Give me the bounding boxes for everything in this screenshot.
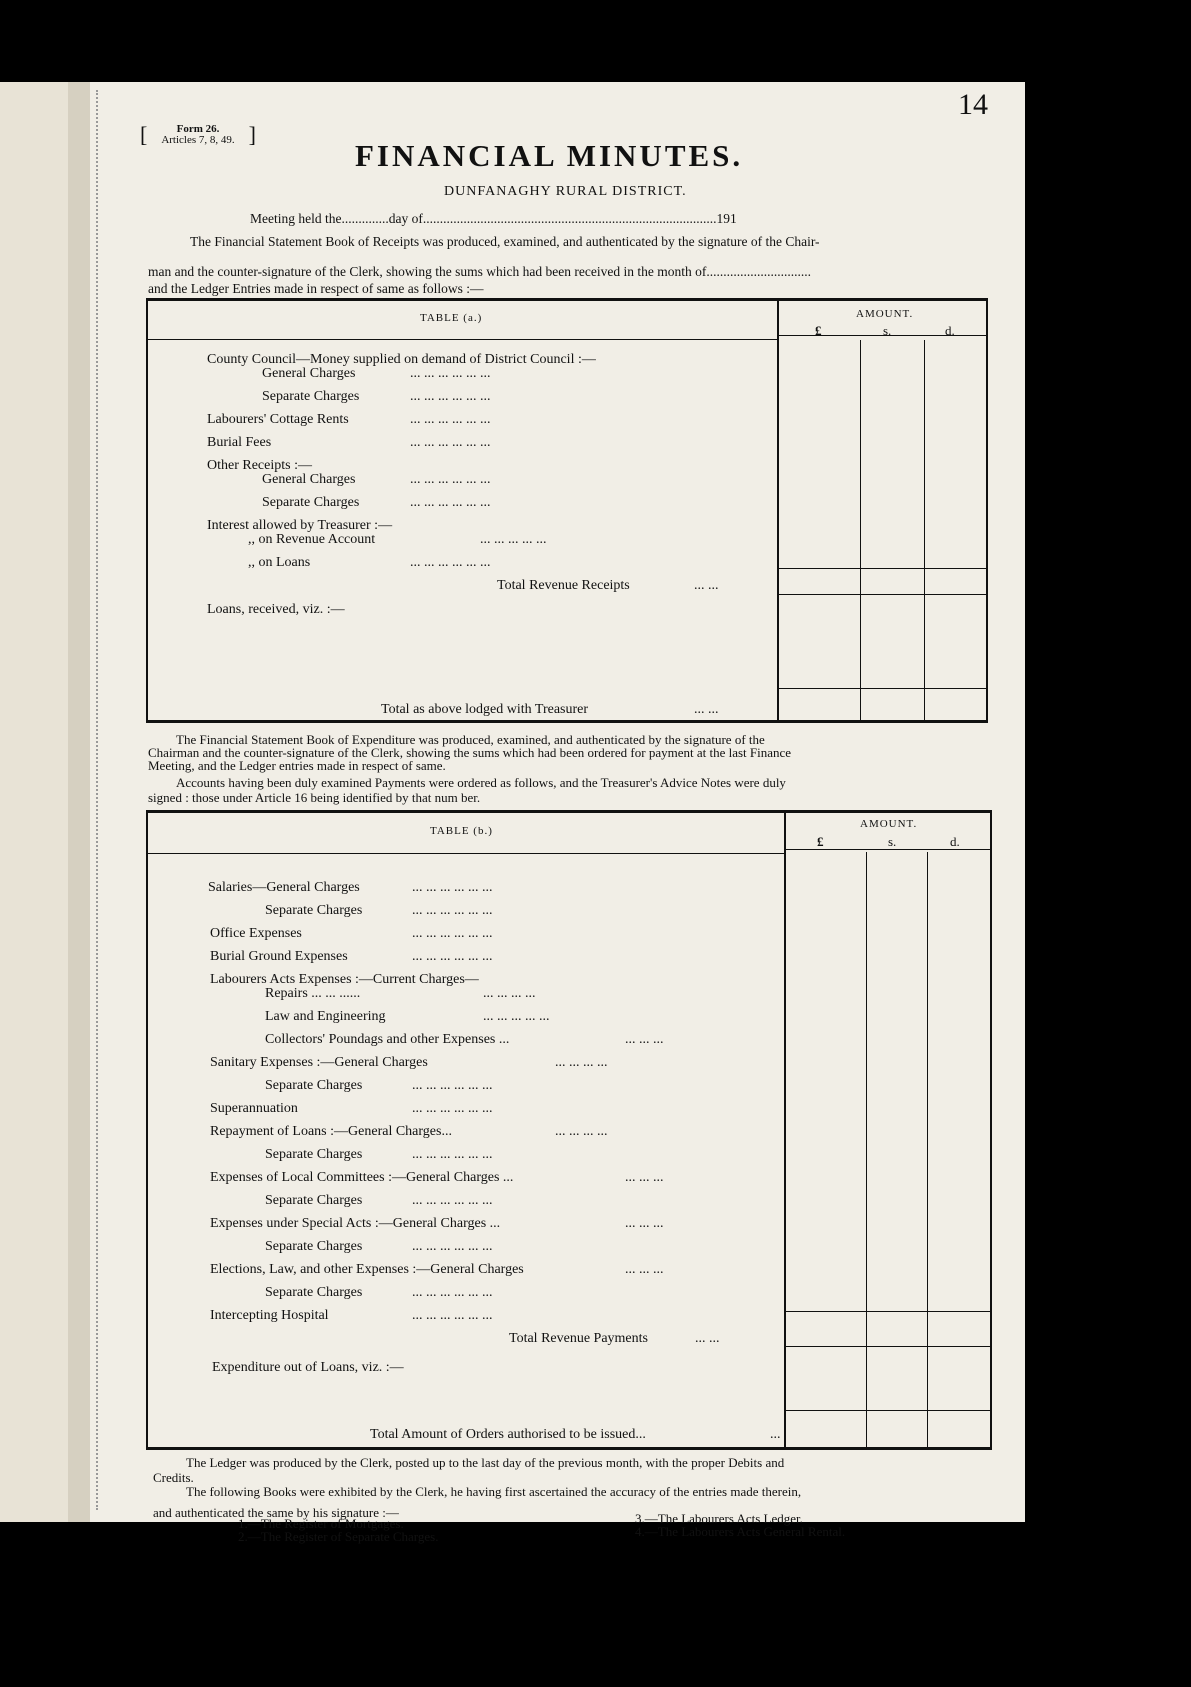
district-name: DUNFANAGHY RURAL DISTRICT.: [444, 184, 687, 199]
table-b-row-dots: ... ... ... ... ...: [483, 1009, 550, 1024]
table-b-row-dots: ... ... ... ... ... ...: [412, 1101, 493, 1116]
table-b-row-dots: ... ... ... ...: [555, 1055, 608, 1070]
perforation-line: [96, 90, 98, 1510]
table-a-row-dots: ... ... ... ... ... ...: [410, 555, 491, 570]
table-a-row-label: Separate Charges: [262, 389, 360, 404]
table-a-row-label: ,, on Revenue Account: [248, 532, 376, 547]
books-line-1: The following Books were exhibited by the Clerk, he having first ascertained the accuracy of the entries made therein,: [186, 1484, 802, 1499]
table-a-col-pounds: £: [815, 323, 822, 338]
ledger-line-2: Credits.: [153, 1470, 194, 1485]
ledger-line-1: The Ledger was produced by the Clerk, posted up to the last day of the previous month, with the proper Debits and: [186, 1455, 785, 1470]
table-b-row-dots: ... ... ...: [625, 1032, 664, 1047]
table-a-row-label: Total as above lodged with Treasurer: [381, 702, 589, 717]
table-a-row-label: Loans, received, viz. :—: [207, 602, 345, 617]
table-b-header: TABLE (b.): [430, 825, 493, 837]
table-a-col-pence: d.: [945, 323, 955, 338]
accounts-para-line-2: signed : those under Article 16 being identified by that num ber.: [148, 790, 481, 805]
table-b-row-label: Repairs ... ... ......: [265, 986, 361, 1001]
table-b-row-label: Collectors' Poundags and other Expenses ...: [265, 1032, 510, 1047]
table-a-col-shillings: s.: [883, 323, 892, 338]
table-b-row-dots: ... ...: [695, 1331, 720, 1346]
page-number: 14: [958, 88, 988, 121]
book-item: 1.—The Register of Mortgages.: [238, 1516, 404, 1531]
table-a-row-label: Interest allowed by Treasurer :—: [207, 518, 393, 533]
table-a-row-label: Other Receipts :—: [207, 458, 312, 473]
table-a-row-label: General Charges: [262, 472, 356, 487]
expenditure-para-line-3: Meeting, and the Ledger entries made in respect of same.: [148, 758, 446, 773]
table-b-col-pence: d.: [950, 834, 960, 849]
intro-line-1: The Financial Statement Book of Receipts was produced, examined, and authenticated by the signature of the Chair-: [190, 234, 820, 249]
table-a-row-label: Total Revenue Receipts: [497, 578, 630, 593]
table-b-row-dots: ... ... ... ... ... ...: [412, 1285, 493, 1300]
table-a-row-dots: ... ... ... ... ... ...: [410, 495, 491, 510]
intro-line-2: man and the counter-signature of the Clerk, showing the sums which had been received in the month of...............................: [148, 264, 811, 279]
table-b-row-dots: ... ... ... ... ... ...: [412, 926, 493, 941]
table-b-row-label: Burial Ground Expenses: [210, 949, 348, 964]
form-number: Form 26.: [176, 123, 220, 135]
table-b-row-label: Total Amount of Orders authorised to be issued...: [370, 1427, 646, 1442]
table-b-row-label: Sanitary Expenses :—General Charges: [210, 1055, 428, 1070]
table-a-row-label: Burial Fees: [207, 435, 272, 450]
table-a-row-dots: ... ... ... ... ... ...: [410, 412, 491, 427]
table-a-row-dots: ... ... ... ... ... ...: [410, 366, 491, 381]
table-b-row-dots: ... ... ... ...: [483, 986, 536, 1001]
table-b-row-dots: ... ... ... ... ... ...: [412, 949, 493, 964]
table-b-row-dots: ... ... ... ... ... ...: [412, 880, 493, 895]
table-a-header: TABLE (a.): [420, 312, 483, 324]
table-a-row-label: County Council—Money supplied on demand of District Council :—: [207, 352, 596, 367]
table-a-row-dots: ... ...: [694, 702, 719, 717]
table-b-amount-header: AMOUNT.: [860, 818, 918, 830]
table-b-row-label: Office Expenses: [210, 926, 302, 941]
table-b-row-label: Separate Charges: [265, 1147, 363, 1162]
expenditure-para-line-1: The Financial Statement Book of Expenditure was produced, examined, and authenticated by the signature of the: [176, 732, 765, 747]
table-b-row-label: Separate Charges: [265, 1078, 363, 1093]
expenditure-para-line-2: Chairman and the counter-signature of the Clerk, showing the sums which had been ordered for payment at the last Finance: [148, 745, 792, 760]
table-b-row-label: Expenses under Special Acts :—General Charges ...: [210, 1216, 501, 1231]
meeting-line: Meeting held the..............day of.......................................................................................191: [250, 211, 737, 226]
table-a-row-dots: ... ... ... ... ... ...: [410, 435, 491, 450]
table-a-row-dots: ... ... ... ... ... ...: [410, 472, 491, 487]
table-b-row-dots: ... ... ... ...: [555, 1124, 608, 1139]
page-title: FINANCIAL MINUTES.: [355, 138, 744, 173]
table-b-row-dots: ... ... ...: [625, 1216, 664, 1231]
table-b-row-label: Repayment of Loans :—General Charges...: [210, 1124, 452, 1139]
table-b-row-dots: ... ... ...: [625, 1170, 664, 1185]
table-b-row-dots: ... ... ... ... ... ...: [412, 1308, 493, 1323]
book-item: 3.—The Labourers Acts Ledger.: [635, 1511, 803, 1526]
table-b-row-dots: ...: [770, 1427, 781, 1442]
table-b-row-label: Intercepting Hospital: [210, 1308, 329, 1323]
table-b-row-dots: ... ... ... ... ... ...: [412, 1147, 493, 1162]
table-b-row-label: Total Revenue Payments: [509, 1331, 648, 1346]
table-b-row-label: Separate Charges: [265, 903, 363, 918]
table-b-row-label: Separate Charges: [265, 1285, 363, 1300]
table-b-row-dots: ... ... ... ... ... ...: [412, 1078, 493, 1093]
intro-line-3: and the Ledger Entries made in respect of same as follows :—: [148, 281, 484, 296]
table-a-row-label: General Charges: [262, 366, 356, 381]
left-page-edge: [0, 82, 68, 1522]
form-articles: Articles 7, 8, 49.: [161, 134, 235, 146]
table-b-row-dots: ... ... ...: [625, 1262, 664, 1277]
table-b-row-label: Law and Engineering: [265, 1009, 386, 1024]
form-reference: [ Form 26. Articles 7, 8, 49. ]: [140, 122, 256, 147]
table-a-row-dots: ... ... ... ... ... ...: [410, 389, 491, 404]
table-b-row-label: Salaries—General Charges: [208, 880, 360, 895]
table-b-row-dots: ... ... ... ... ... ...: [412, 1193, 493, 1208]
table-b-col-pounds: £: [817, 834, 824, 849]
table-b-col-shillings: s.: [888, 834, 897, 849]
book-item: 4.—The Labourers Acts General Rental.: [635, 1524, 846, 1539]
binding-strip: [68, 82, 90, 1522]
table-b-row-label: Expenditure out of Loans, viz. :—: [212, 1360, 404, 1375]
table-b-row-label: Expenses of Local Committees :—General Charges ...: [210, 1170, 514, 1185]
table-a-row-dots: ... ...: [694, 578, 719, 593]
table-a-row-label: Separate Charges: [262, 495, 360, 510]
table-a-row-label: ,, on Loans: [248, 555, 311, 570]
table-b-row-dots: ... ... ... ... ... ...: [412, 903, 493, 918]
table-b-row-dots: ... ... ... ... ... ...: [412, 1239, 493, 1254]
accounts-para-line-1: Accounts having been duly examined Payments were ordered as follows, and the Treasurer's Advice Notes were duly: [176, 775, 786, 790]
table-b-row-label: Labourers Acts Expenses :—Current Charges—: [210, 972, 479, 987]
table-b-row-label: Separate Charges: [265, 1193, 363, 1208]
table-b-row-label: Separate Charges: [265, 1239, 363, 1254]
table-b-row-label: Elections, Law, and other Expenses :—General Charges: [210, 1262, 524, 1277]
table-a-row-dots: ... ... ... ... ...: [480, 532, 547, 547]
books-line-2: and authenticated the same by his signature :—: [153, 1505, 399, 1520]
table-b-row-label: Superannuation: [210, 1101, 298, 1116]
table-a-amount-header: AMOUNT.: [856, 308, 914, 320]
table-a-row-label: Labourers' Cottage Rents: [207, 412, 349, 427]
book-item: 2.—The Register of Separate Charges.: [238, 1529, 439, 1544]
